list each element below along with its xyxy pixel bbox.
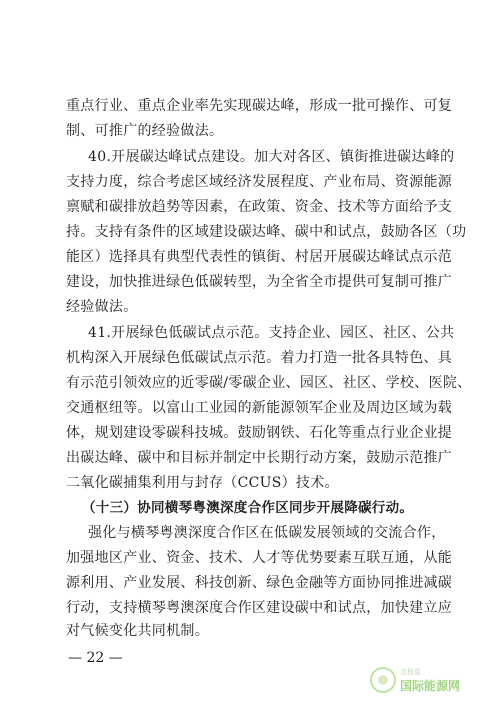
watermark-brand-name: 国际能源网 [400, 679, 461, 693]
text-line: 行动，支持横琴粤澳深度合作区建设碳中和试点，加快建立应 [66, 600, 453, 616]
text-line: 交通枢纽等。以富山工业园的新能源领军企业及周边区域为载 [66, 400, 453, 416]
text-line: 有示范引领效应的近零碳/零碳企业、园区、社区、学校、医院、 [66, 375, 472, 391]
logo-circle-icon [370, 667, 396, 693]
text-line: 制、可推广的经验做法。 [66, 123, 224, 139]
section-13-heading: （十三）协同横琴粤澳深度合作区同步开展降碳行动。 [82, 500, 414, 516]
text-line: 出碳达峰、碳中和目标并制定中长期行动方案，鼓励示范推广 [66, 450, 453, 466]
text-line: 加强地区产业、资金、技术、人才等优势要素互联互通，从能 [66, 550, 453, 566]
watermark-brand-small: 北极星 [400, 668, 421, 676]
watermark-logo [370, 665, 490, 699]
text-line: 对气候变化共同机制。 [66, 623, 209, 639]
text-line: 机构深入开展绿色低碳试点示范。着力打造一批各具特色、具 [66, 350, 453, 366]
text-line: 禀赋和碳排放趋势等因素，在政策、资金、技术等方面给予支 [66, 199, 453, 215]
text-line: 建设，加快推进绿色低碳转型，为全省全市提供可复制可推广 [66, 274, 453, 290]
section-41-title-line: 41.开展绿色低碳试点示范。支持企业、园区、社区、公共 [88, 325, 455, 341]
section-40-title-line: 40.开展碳达峰试点建设。加大对各区、镇街推进碳达峰的 [88, 149, 455, 165]
text-line: 源利用、产业发展、科技创新、绿色金融等方面协同推进减碳 [66, 575, 453, 591]
text-line: 支持力度，综合考虑区域经济发展程度、产业布局、资源能源 [66, 174, 453, 190]
text-line: 二氧化碳捕集利用与封存（CCUS）技术。 [66, 475, 339, 491]
text-line: 体，规划建设零碳科技城。鼓励钢铁、石化等重点行业企业提 [66, 425, 453, 441]
text-line: 强化与横琴粤澳深度合作区在低碳发展领域的交流合作， [88, 525, 446, 541]
text-line: 持。支持有条件的区域建设碳达峰、碳中和试点，鼓励各区（功 [66, 224, 467, 240]
text-line: 能区）选择具有典型代表性的镇街、村居开展碳达峰试点示范 [66, 249, 453, 265]
page-number: — 22 — [68, 650, 123, 666]
text-line: 经验做法。 [66, 299, 138, 315]
text-line: 重点行业、重点企业率先实现碳达峰，形成一批可操作、可复 [66, 98, 453, 114]
